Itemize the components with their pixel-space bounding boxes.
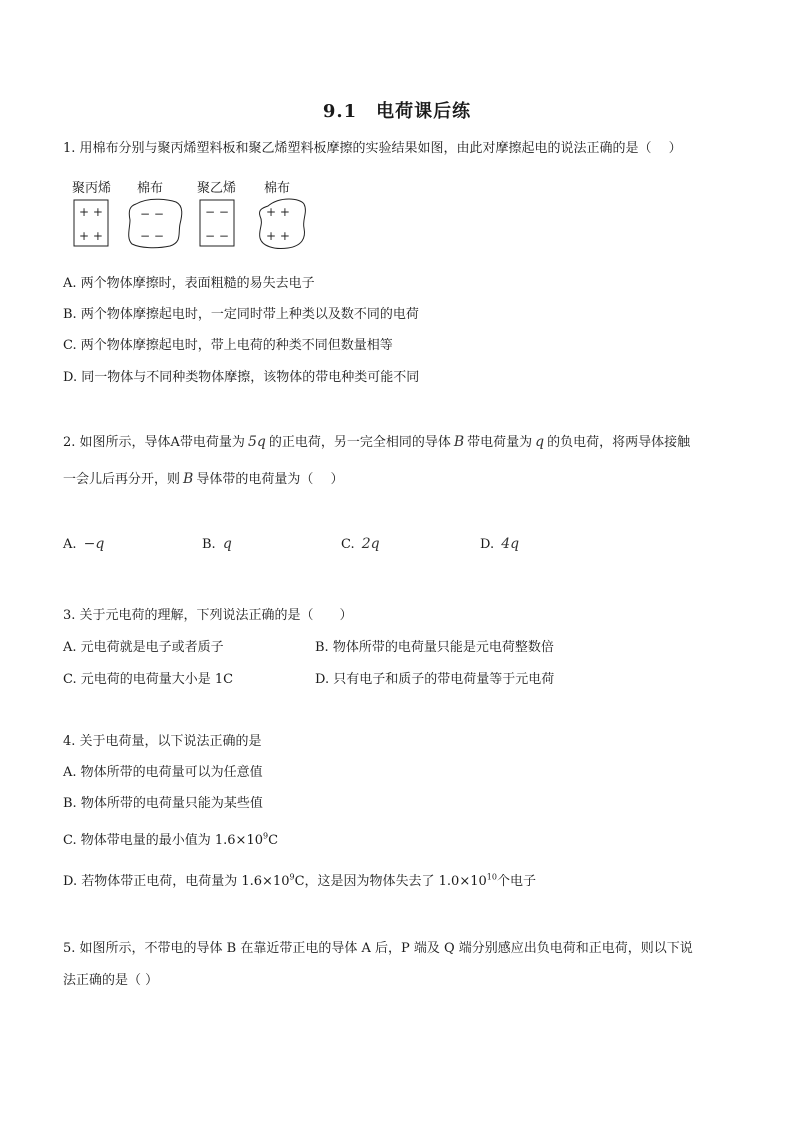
q1-option-c: C. 两个物体摩擦起电时，带上电荷的种类不同但数量相等	[63, 338, 393, 353]
option-value: q	[222, 536, 232, 552]
q2-option-a	[63, 536, 107, 552]
option-label: D.	[480, 537, 495, 552]
q4-d-exponent: 10	[486, 872, 497, 882]
sign-plus: + +	[266, 229, 290, 243]
q2-option-c	[341, 536, 383, 552]
q4-option-c	[63, 829, 278, 848]
q4-option-b: B. 物体所带的电荷量只能为某些值	[63, 796, 263, 811]
q4-option-a: A. 物体所带的电荷量可以为任意值	[63, 765, 263, 780]
question-5-line-1: 5. 如图所示，不带电的导体 B 在靠近带正电的导体 A 后，P 端及 Q 端分别感应出负电荷和正电荷，则以下说	[63, 941, 693, 956]
q4-d-text: D. 若物体带正电荷，电荷量为 1.6×10	[63, 874, 290, 889]
sign-minus: − −	[140, 229, 164, 243]
q2-text: 的正电荷，另一完全相同的导体	[268, 435, 451, 450]
question-1-stem: 1. 用棉布分别与聚丙烯塑料板和聚乙烯塑料板摩擦的实验结果如图，由此对摩擦起电的说法正确的是（ ）	[63, 141, 682, 156]
option-label: C.	[341, 537, 355, 552]
q2-text: 导体带的电荷量为（ ）	[196, 472, 344, 487]
question-3-stem: 3. 关于元电荷的理解，下列说法正确的是（ ）	[63, 608, 353, 623]
page-title: 9.1 电荷课后练	[322, 101, 472, 122]
sign-plus: + +	[79, 205, 103, 219]
q4-c-unit: C	[268, 833, 279, 848]
q4-d-text: 个电子	[496, 874, 536, 889]
option-value: 2q	[361, 536, 380, 552]
question-2-line-2	[63, 468, 343, 487]
q2-text: 带电荷量为	[467, 435, 533, 450]
q3-option-d: D. 只有电子和质子的带电荷量等于元电荷	[315, 672, 555, 687]
q4-d-exponent: 9	[289, 872, 295, 882]
q1-option-a: A. 两个物体摩擦时，表面粗糙的易失去电子	[63, 276, 315, 291]
q4-d-text: C，这是因为物体失去了 1.0×10	[294, 874, 487, 889]
q2-math: B	[453, 434, 465, 450]
figure-label-polypropylene: 聚丙烯	[72, 181, 112, 196]
sign-minus: − −	[205, 205, 229, 219]
figure-label-polyethylene: 聚乙烯	[197, 181, 237, 196]
q4-c-text: C. 物体带电量的最小值为 1.6×10	[63, 833, 263, 848]
q1-option-d: D. 同一物体与不同种类物体摩擦，该物体的带电种类可能不同	[63, 370, 420, 385]
option-label: B.	[202, 537, 216, 552]
q2-math: 5q	[247, 434, 266, 450]
question-4-stem: 4. 关于电荷量，以下说法正确的是	[63, 734, 262, 749]
option-label: A.	[63, 537, 77, 552]
q2-text: 一会儿后再分开，则	[63, 472, 181, 487]
figure-label-cotton-1: 棉布	[137, 181, 164, 196]
q2-text: 2. 如图所示，导体A带电荷量为	[63, 435, 245, 450]
friction-diagram	[70, 196, 320, 251]
q3-option-c: C. 元电荷的电荷量大小是 1C	[63, 672, 234, 687]
figure-label-cotton-2: 棉布	[264, 181, 291, 196]
q2-option-d	[480, 536, 522, 552]
q1-option-b: B. 两个物体摩擦起电时，一定同时带上种类以及数不同的电荷	[63, 307, 419, 322]
q4-c-exponent: 9	[263, 831, 269, 841]
question-2-line-1	[63, 431, 690, 450]
q2-option-b	[202, 536, 235, 552]
sign-minus: − −	[140, 207, 164, 221]
q3-option-b: B. 物体所带的电荷量只能是元电荷整数倍	[315, 640, 554, 655]
option-value: −q	[83, 536, 105, 552]
option-value: 4q	[501, 536, 520, 552]
sign-plus: + +	[79, 229, 103, 243]
q2-math: B	[183, 471, 194, 487]
sign-plus: + +	[266, 205, 290, 219]
q2-text: 的负电荷，将两导体接触	[547, 435, 691, 450]
q2-math: q	[535, 434, 545, 450]
q3-option-a: A. 元电荷就是电子或者质子	[63, 640, 224, 655]
q4-option-d	[63, 870, 536, 889]
question-5-line-2: 法正确的是（ ）	[63, 973, 159, 988]
sign-minus: − −	[205, 229, 229, 243]
